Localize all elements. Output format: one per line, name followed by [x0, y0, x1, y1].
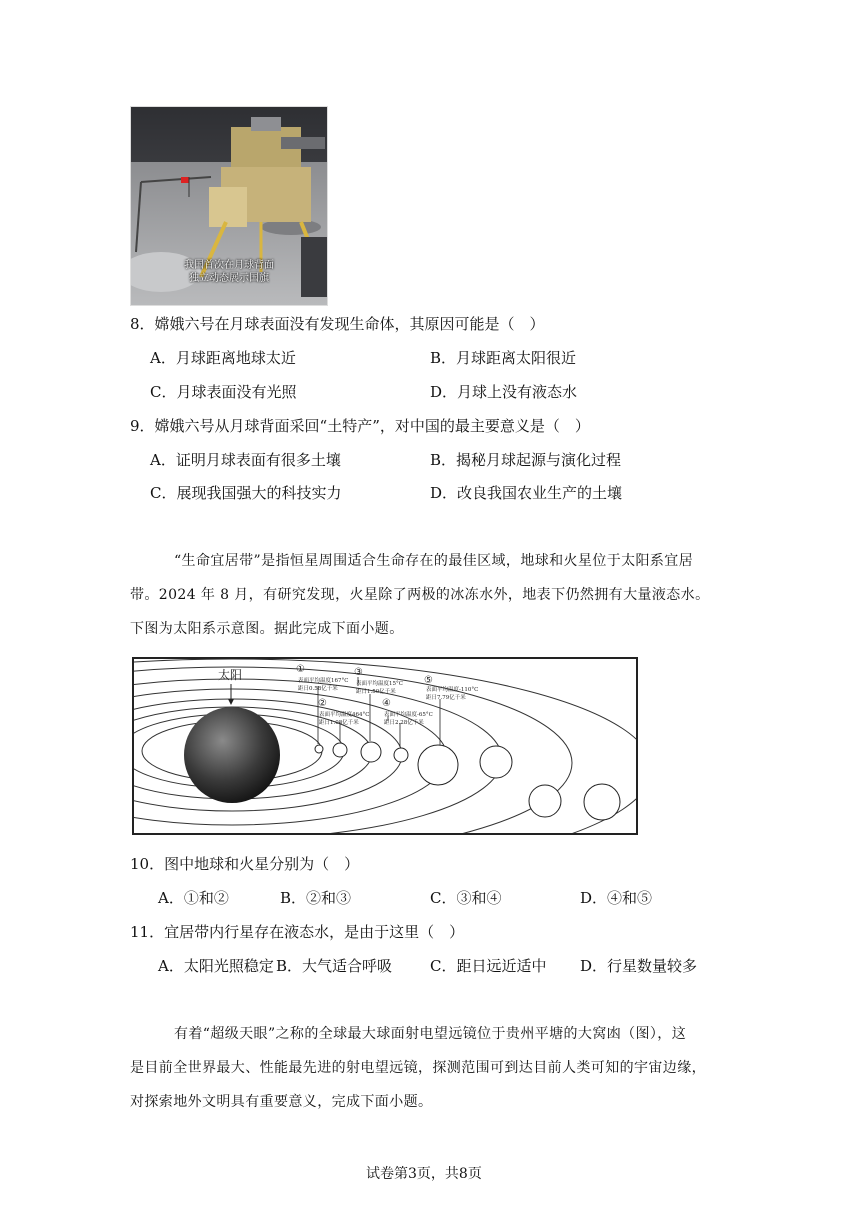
page-footer: 试卷第3页，共8页 [366, 1166, 482, 1182]
question-9-option-b[interactable]: B．揭秘月球起源与演化过程 [430, 451, 622, 469]
planet-4 [394, 748, 408, 762]
planet-label-1-temp: 表面平均温度167°C [298, 678, 349, 684]
planet-3 [361, 742, 381, 762]
question-11-option-a[interactable]: A．太阳光照稳定 [158, 957, 274, 975]
planet-label-2-temp: 表面平均温度464°C [319, 712, 370, 718]
question-8-option-c[interactable]: C．月球表面没有光照 [150, 383, 297, 401]
planet-label-4-num: ④ [382, 698, 391, 709]
question-8-option-a[interactable]: A．月球距离地球太近 [150, 349, 296, 367]
question-11-option-d[interactable]: D．行星数量较多 [580, 957, 698, 975]
question-8-stem: 8．嫦娥六号在月球表面没有发现生命体，其原因可能是（ ） [130, 315, 545, 333]
planet-label-2-num: ② [318, 698, 327, 709]
planet-label-5-temp: 表面平均温度-110°C [426, 687, 479, 693]
planet-1 [315, 745, 323, 753]
passage2-line1: 有着“超级天眼”之称的全球最大球面射电望远镜位于贵州平塘的大窝凼（图），这 [174, 1026, 687, 1042]
planet-5 [418, 745, 458, 785]
question-8-option-d[interactable]: D．月球上没有液态水 [430, 383, 578, 401]
question-9-option-c[interactable]: C．展现我国强大的科技实力 [150, 484, 342, 502]
question-10-stem: 10．图中地球和火星分别为（ ） [130, 855, 360, 873]
question-10-option-b[interactable]: B．②和③ [280, 889, 352, 907]
planet-label-3-temp: 表面平均温度15°C [356, 681, 403, 687]
planet-label-3-num: ③ [354, 667, 363, 678]
question-9-stem: 9．嫦娥六号从月球背面采回“土特产”，对中国的最主要意义是（ ） [130, 417, 590, 435]
photo-caption-line1: 我国首次在月球背面 [184, 260, 274, 271]
question-11-stem: 11．宜居带内行星存在液态水，是由于这里（ ） [130, 923, 465, 941]
sun-label: 太阳 [218, 668, 243, 682]
planet-label-1-dist: 距日0.58亿千米 [298, 686, 338, 692]
planet-label-1-num: ① [296, 664, 305, 675]
question-11-option-c[interactable]: C．距日远近适中 [430, 957, 547, 975]
planet-label-2-dist: 距日1.08亿千米 [319, 720, 359, 726]
passage2-line3: 对探索地外文明具有重要意义，完成下面小题。 [130, 1094, 433, 1110]
question-11-option-b[interactable]: B．大气适合呼吸 [276, 957, 393, 975]
question-9-option-d[interactable]: D．改良我国农业生产的土壤 [430, 484, 623, 502]
planet-8 [584, 784, 620, 820]
chang-e-6-photo [130, 106, 328, 306]
question-10-option-d[interactable]: D．④和⑤ [580, 889, 653, 907]
photo-caption-line2: 独立动态展示国旗 [189, 273, 269, 284]
passage1-line2: 带。2024 年 8 月，有研究发现，火星除了两极的冰冻水外，地表下仍然拥有大量液态水。 [130, 587, 710, 603]
planet-label-4-dist: 距日2.28亿千米 [384, 720, 424, 726]
passage2-line2: 是目前全世界最大、性能最先进的射电望远镜，探测范围可到达目前人类可知的宇宙边缘， [130, 1060, 706, 1076]
solar-system-diagram [132, 657, 638, 835]
question-8-option-b[interactable]: B．月球距离太阳很近 [430, 349, 577, 367]
planet-7 [529, 785, 561, 817]
planet-label-3-dist: 距日1.50亿千米 [356, 689, 396, 695]
passage1-line1: “生命宜居带”是指恒星周围适合生命存在的最佳区域，地球和火星位于太阳系宜居 [174, 553, 694, 569]
sun-sphere [184, 707, 280, 803]
planet-2 [333, 743, 347, 757]
question-9-option-a[interactable]: A．证明月球表面有很多土壤 [150, 451, 341, 469]
planet-label-5-num: ⑤ [424, 675, 433, 686]
question-10-option-a[interactable]: A．①和② [158, 889, 229, 907]
question-10-option-c[interactable]: C．③和④ [430, 889, 502, 907]
passage1-line3: 下图为太阳系示意图。据此完成下面小题。 [130, 621, 404, 637]
planet-6 [480, 746, 512, 778]
planet-label-4-temp: 表面平均温度-65°C [384, 712, 433, 718]
planet-label-5-dist: 距日7.79亿千米 [426, 695, 466, 701]
